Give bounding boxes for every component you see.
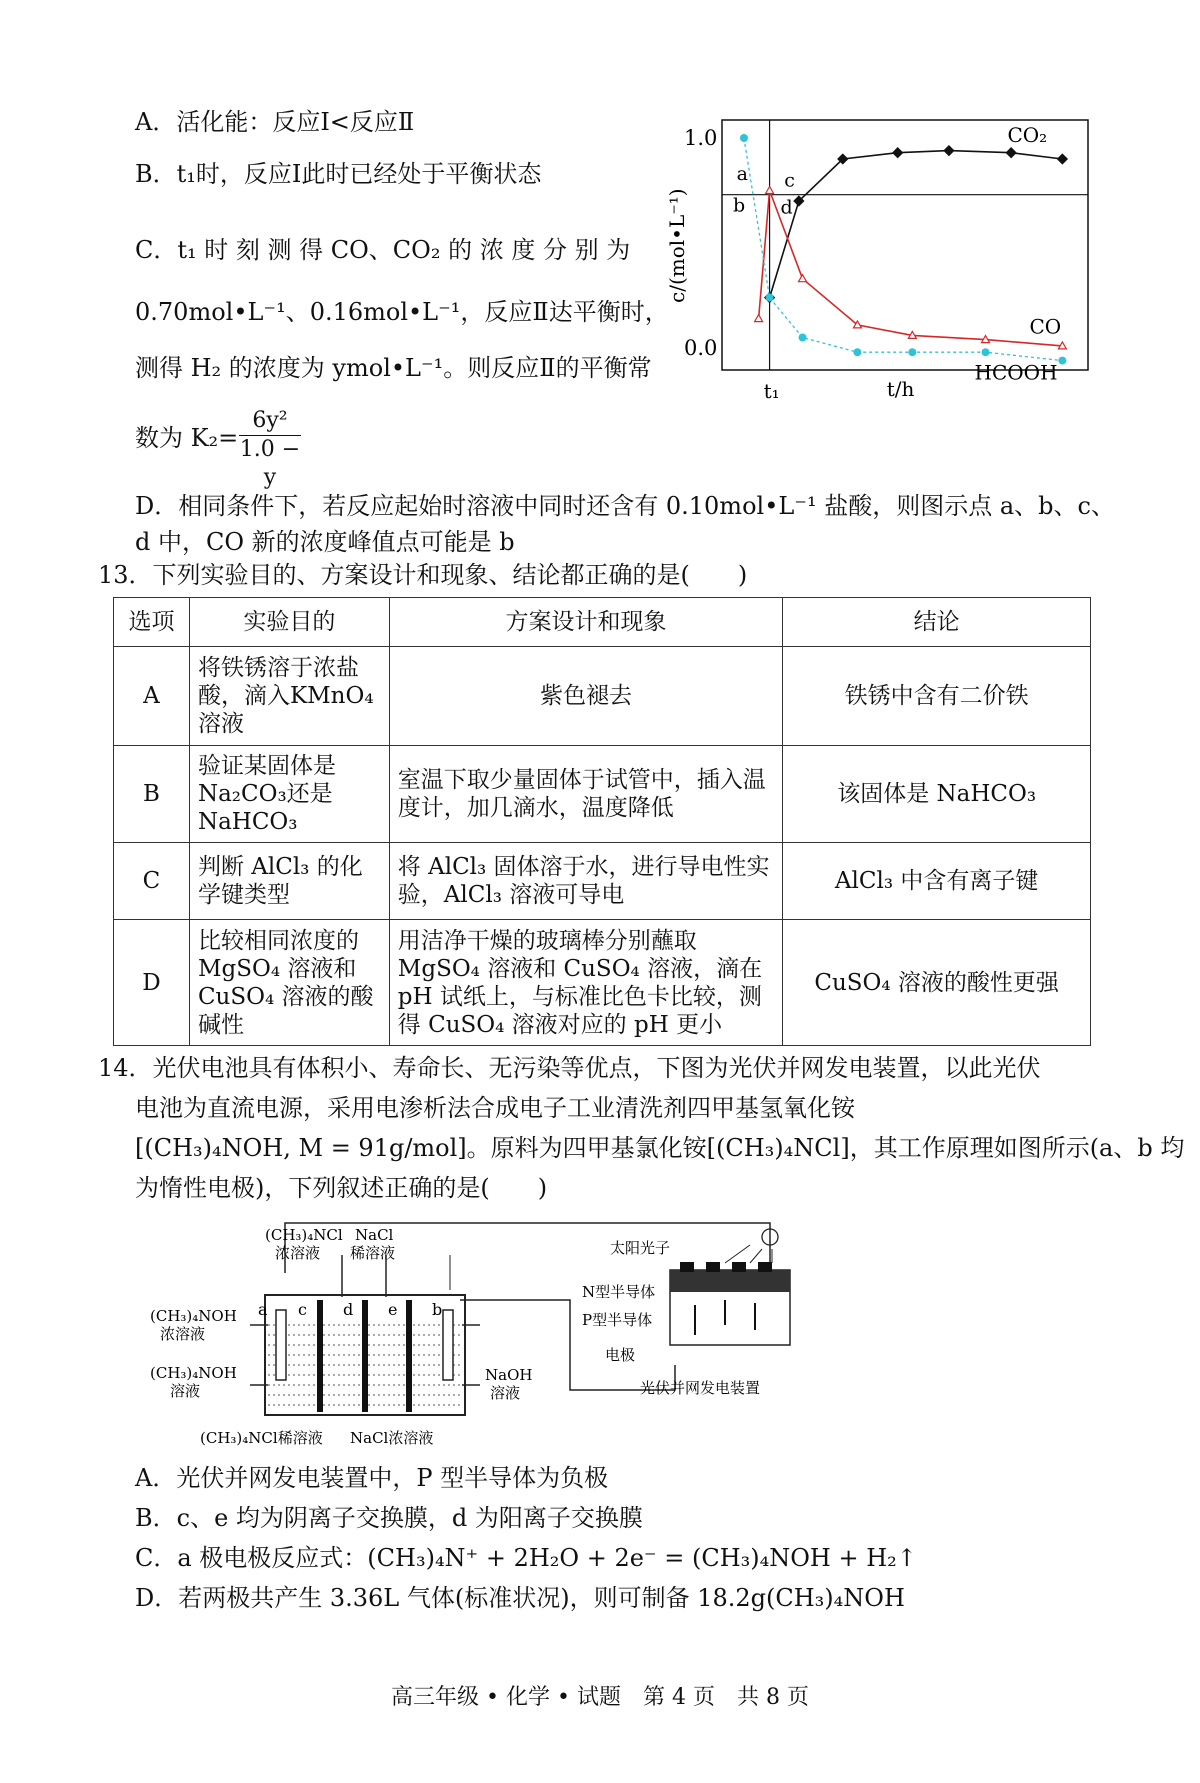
row-option: D bbox=[114, 920, 190, 1046]
q14-option-a: A．光伏并网发电装置中，P 型半导体为负极 bbox=[135, 1464, 609, 1492]
point-label-a: a bbox=[736, 163, 748, 185]
electrode-a bbox=[276, 1310, 286, 1380]
page-footer: 高三年级 • 化学 • 试题 第 4 页 共 8 页 bbox=[391, 1685, 809, 1710]
q14-option-c: C．a 极电极反应式：(CH₃)₄N⁺ + 2H₂O + 2e⁻ = (CH₃)₄NOH + H₂↑ bbox=[135, 1544, 917, 1572]
series-line-1 bbox=[759, 191, 1063, 346]
top-right-label: NaCl bbox=[355, 1226, 394, 1244]
table-row bbox=[114, 746, 1091, 843]
q12-option-b: B．t₁时，反应Ⅰ此时已经处于平衡状态 bbox=[135, 160, 542, 188]
q12-option-d-line1: D．相同条件下，若反应起始时溶液中同时还含有 0.10mol•L⁻¹ 盐酸，则图示点 a、b、c、 bbox=[135, 492, 1115, 520]
q14-stem-line4: 为惰性电极)，下列叙述正确的是( ) bbox=[135, 1174, 548, 1202]
hcooh-point bbox=[766, 294, 774, 302]
pv-p-label: P型半导体 bbox=[582, 1311, 653, 1329]
row-option: C bbox=[114, 843, 190, 920]
table-row bbox=[114, 920, 1091, 1046]
row-goal: 判断 AlCl₃ 的化学键类型 bbox=[189, 843, 389, 920]
label-e: e bbox=[388, 1300, 398, 1319]
top-left-label-2: 浓溶液 bbox=[275, 1244, 321, 1262]
q14-stem-line2: 电池为直流电源，采用电渗析法合成电子工业清洗剂四甲基氢氧化铵 bbox=[135, 1094, 855, 1122]
q12-option-c-line2: 0.70mol•L⁻¹、0.16mol•L⁻¹，反应Ⅱ达平衡时， bbox=[135, 298, 669, 326]
left-in-label-2: 溶液 bbox=[170, 1382, 201, 1400]
electrodialysis-diagram bbox=[150, 1215, 830, 1455]
header-option: 选项 bbox=[114, 598, 190, 647]
label-c: c bbox=[298, 1300, 307, 1319]
co2-point bbox=[1005, 147, 1016, 158]
series-label-2: HCOOH bbox=[974, 360, 1058, 385]
fraction-denominator: 1.0 − y bbox=[239, 437, 301, 490]
row-option: B bbox=[114, 746, 190, 843]
series-label-1: CO bbox=[1029, 314, 1062, 339]
series-line-0 bbox=[770, 151, 1063, 298]
electrode-b bbox=[443, 1310, 453, 1380]
pv-n-label: N型半导体 bbox=[582, 1283, 656, 1301]
n-layer bbox=[670, 1270, 790, 1292]
row-plan: 将 AlCl₃ 固体溶于水，进行导电性实验，AlCl₃ 溶液可导电 bbox=[389, 843, 783, 920]
bottom-left-label: (CH₃)₄NCl稀溶液 bbox=[200, 1429, 323, 1447]
x-tick-label: t₁ bbox=[763, 379, 780, 403]
table-row bbox=[114, 647, 1091, 746]
hcooh-point bbox=[908, 348, 916, 356]
top-right-label-2: 稀溶液 bbox=[350, 1244, 396, 1262]
q14-stem-line1: 14．光伏电池具有体积小、寿命长、无污染等优点，下图为光伏并网发电装置，以此光伏 bbox=[98, 1054, 1041, 1082]
hcooh-point bbox=[1058, 357, 1066, 365]
pv-sun-label: 太阳光子 bbox=[610, 1239, 671, 1257]
co2-point bbox=[1057, 153, 1068, 164]
table-row bbox=[114, 843, 1091, 920]
row-plan: 室温下取少量固体于试管中，插入温度计，加几滴水，温度降低 bbox=[389, 746, 783, 843]
right-in-label: NaOH bbox=[485, 1366, 533, 1384]
membrane-e bbox=[406, 1300, 412, 1412]
q12-option-d-line2: d 中，CO 新的浓度峰值点可能是 b bbox=[135, 528, 515, 556]
membrane-d bbox=[362, 1300, 368, 1412]
y-tick-label: 0.0 bbox=[684, 336, 718, 360]
row-goal: 将铁锈溶于浓盐酸，滴入KMnO₄溶液 bbox=[189, 647, 389, 746]
concentration-chart bbox=[640, 108, 1098, 424]
x-axis-label: t/h bbox=[886, 377, 915, 401]
co-point bbox=[766, 187, 774, 194]
label-a: a bbox=[258, 1300, 268, 1319]
q14-option-b: B．c、e 均为阴离子交换膜，d 为阳离子交换膜 bbox=[135, 1504, 643, 1532]
membrane-c bbox=[317, 1300, 323, 1412]
row-conclusion: 该固体是 NaHCO₃ bbox=[783, 746, 1091, 843]
y-axis-label: c/(mol•L⁻¹) bbox=[665, 188, 689, 303]
hcooh-point bbox=[799, 334, 807, 342]
co2-point bbox=[943, 145, 954, 156]
hcooh-point bbox=[982, 348, 990, 356]
q13-stem: 13．下列实验目的、方案设计和现象、结论都正确的是( ) bbox=[98, 561, 748, 589]
left-out-label: (CH₃)₄NOH bbox=[150, 1307, 237, 1325]
hcooh-point bbox=[853, 348, 861, 356]
point-label-d: d bbox=[780, 196, 793, 219]
pv-electrode-label: 电极 bbox=[605, 1346, 636, 1364]
q13-table bbox=[113, 597, 1091, 1046]
q12-option-c-line4: 数为 K₂= bbox=[135, 424, 239, 452]
table-header-row bbox=[114, 598, 1091, 647]
left-out-label-2: 浓溶液 bbox=[160, 1325, 206, 1343]
row-conclusion: CuSO₄ 溶液的酸性更强 bbox=[783, 920, 1091, 1046]
row-plan: 紫色褪去 bbox=[389, 647, 783, 746]
q12-option-c-line3: 测得 H₂ 的浓度为 ymol•L⁻¹。则反应Ⅱ的平衡常 bbox=[135, 354, 652, 382]
row-plan: 用洁净干燥的玻璃棒分别蘸取 MgSO₄ 溶液和 CuSO₄ 溶液，滴在 pH 试纸上，与标准比色卡比较，测得 CuSO₄ 溶液对应的 pH 更小 bbox=[389, 920, 783, 1046]
co-point bbox=[799, 275, 807, 282]
point-label-b: b bbox=[732, 194, 746, 217]
row-option: A bbox=[114, 647, 190, 746]
header-conclusion: 结论 bbox=[783, 598, 1091, 647]
hcooh-point bbox=[740, 134, 748, 142]
row-goal: 验证某固体是Na₂CO₃还是NaHCO₃ bbox=[189, 746, 389, 843]
header-goal: 实验目的 bbox=[189, 598, 389, 647]
row-conclusion: 铁锈中含有二价铁 bbox=[783, 647, 1091, 746]
q12-option-a: A．活化能：反应Ⅰ<反应Ⅱ bbox=[135, 108, 415, 136]
q12-option-c-line1: C．t₁ 时 刻 测 得 CO、CO₂ 的 浓 度 分 别 为 bbox=[135, 236, 631, 264]
co2-point bbox=[892, 147, 903, 158]
pv-caption: 光伏并网发电装置 bbox=[640, 1379, 761, 1397]
q14-stem-line3: [(CH₃)₄NOH, M = 91g/mol]。原料为四甲基氯化铵[(CH₃)₄NCl]，其工作原理如图所示(a、b 均 bbox=[135, 1134, 1185, 1162]
diagram-svg bbox=[150, 1215, 830, 1455]
right-in-label-2: 溶液 bbox=[490, 1384, 521, 1402]
q12-fraction bbox=[235, 407, 305, 492]
series-label-0: CO₂ bbox=[1007, 123, 1048, 148]
point-label-c: c bbox=[784, 169, 795, 192]
co-point bbox=[755, 315, 763, 322]
row-conclusion: AlCl₃ 中含有离子键 bbox=[783, 843, 1091, 920]
label-d: d bbox=[343, 1300, 354, 1319]
chart-svg bbox=[640, 108, 1098, 424]
row-goal: 比较相同浓度的 MgSO₄ 溶液和 CuSO₄ 溶液的酸碱性 bbox=[189, 920, 389, 1046]
header-plan: 方案设计和现象 bbox=[389, 598, 783, 647]
bottom-right-label: NaCl浓溶液 bbox=[350, 1429, 434, 1447]
q14-option-d: D．若两极共产生 3.36L 气体(标准状况)，则可制备 18.2g(CH₃)₄NOH bbox=[135, 1584, 905, 1612]
y-tick-label: 1.0 bbox=[684, 126, 718, 150]
fraction-numerator: 6y² bbox=[252, 408, 288, 433]
top-left-label: (CH₃)₄NCl bbox=[265, 1226, 343, 1244]
label-b: b bbox=[432, 1300, 443, 1319]
left-in-label: (CH₃)₄NOH bbox=[150, 1364, 237, 1382]
